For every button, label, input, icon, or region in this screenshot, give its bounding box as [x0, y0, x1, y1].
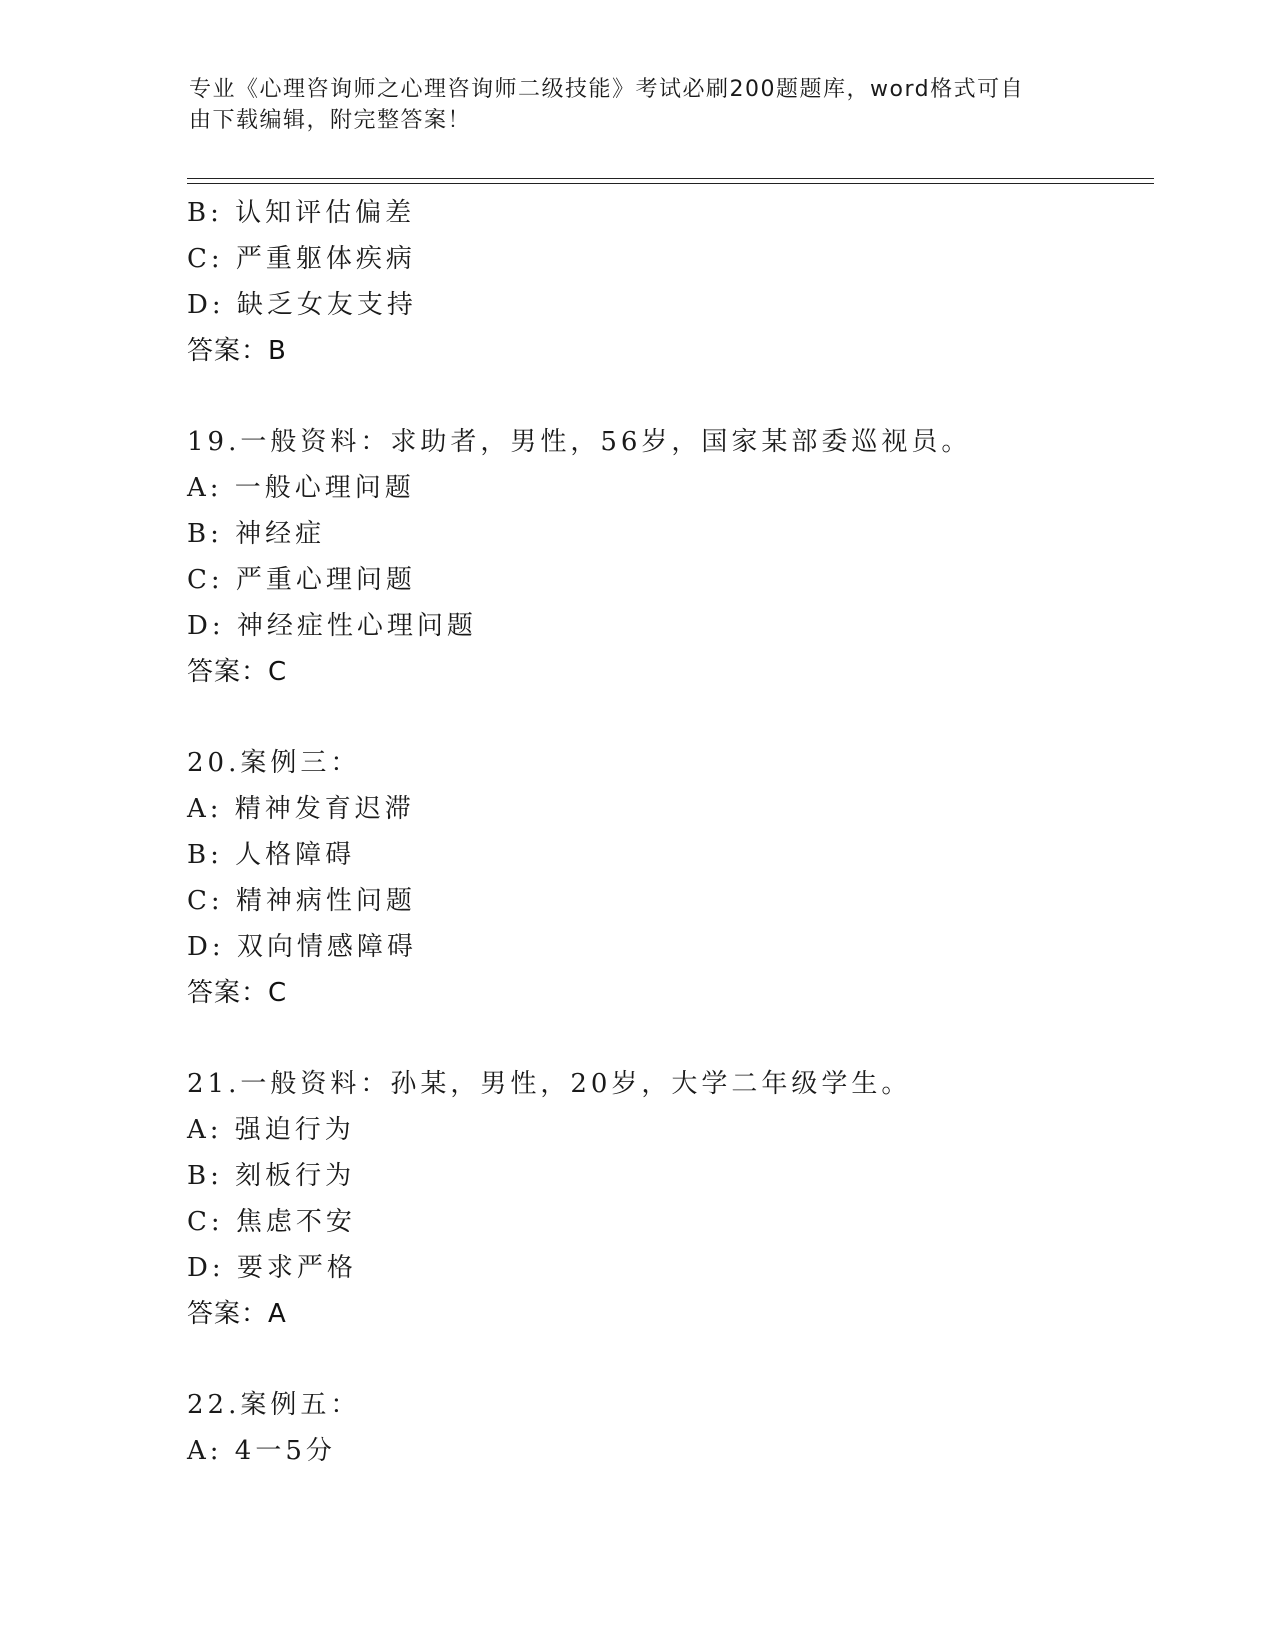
- option-c: C: 严重躯体疾病: [187, 244, 416, 274]
- answer-line: 答案：C: [187, 978, 288, 1008]
- option-d: D: 双向情感障碍: [187, 932, 417, 962]
- option-c: C: 精神病性问题: [187, 886, 416, 916]
- option-b: B: 刻板行为: [187, 1161, 356, 1191]
- header-rule-top: [187, 178, 1154, 179]
- question-list: [187, 190, 1147, 1474]
- question-21: [187, 1061, 1147, 1337]
- question-18-continuation: [187, 190, 1147, 374]
- option-d: D: 缺乏女友支持: [187, 290, 417, 320]
- option-a: A: 一般心理问题: [187, 473, 415, 503]
- header-rule-bottom: [187, 183, 1154, 184]
- answer-line: 答案：A: [187, 1299, 287, 1329]
- option-b: B: 神经症: [187, 519, 326, 549]
- option-b: B: 认知评估偏差: [187, 198, 416, 228]
- question-20: [187, 740, 1147, 1016]
- spacer: [187, 374, 1147, 419]
- spacer: [187, 1016, 1147, 1061]
- option-a: A: 强迫行为: [187, 1115, 355, 1145]
- question-stem: 22.案例五：: [187, 1390, 361, 1420]
- option-c: C: 严重心理问题: [187, 565, 416, 595]
- question-19: [187, 419, 1147, 695]
- question-stem: 19.一般资料：求助者，男性，56岁，国家某部委巡视员。: [187, 427, 972, 457]
- question-stem: 21.一般资料：孙某，男性，20岁，大学二年级学生。: [187, 1069, 912, 1099]
- header-line-1: 专业《心理咨询师之心理咨询师二级技能》考试必刷200题题库，word格式可自: [189, 77, 1025, 102]
- spacer: [187, 1337, 1147, 1382]
- option-a: A: 4一5分: [187, 1436, 336, 1466]
- answer-line: 答案：C: [187, 657, 288, 687]
- document-header: [189, 74, 1069, 136]
- option-a: A: 精神发育迟滞: [187, 794, 415, 824]
- answer-line: 答案：B: [187, 336, 287, 366]
- option-b: B: 人格障碍: [187, 840, 356, 870]
- question-22: [187, 1382, 1147, 1474]
- option-c: C: 焦虑不安: [187, 1207, 356, 1237]
- header-line-2: 由下载编辑，附完整答案！: [189, 108, 472, 133]
- option-d: D: 要求严格: [187, 1253, 357, 1283]
- spacer: [187, 695, 1147, 740]
- option-d: D: 神经症性心理问题: [187, 611, 477, 641]
- question-stem: 20.案例三：: [187, 748, 361, 778]
